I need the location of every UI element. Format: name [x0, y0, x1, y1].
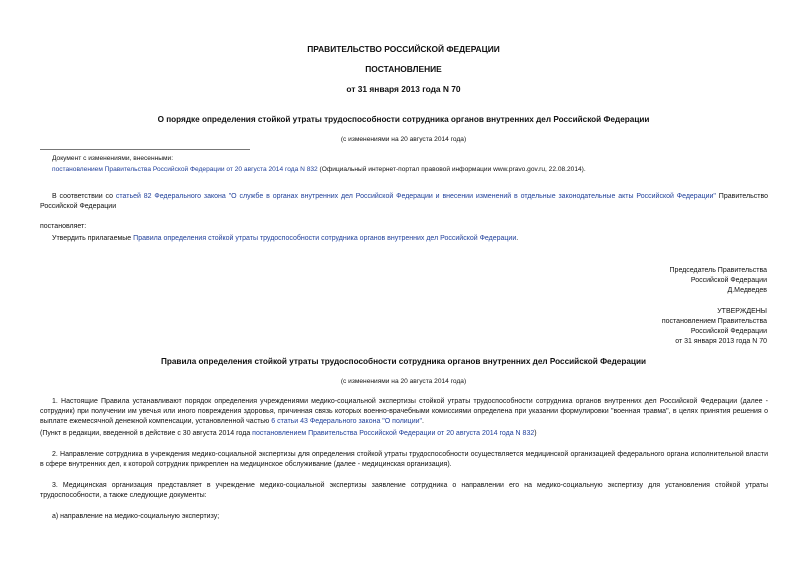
changes-source: (Официальный интернет-портал правовой информации www.pravo.gov.ru, 22.08.2014). — [317, 166, 586, 173]
approved-line-4: от 31 января 2013 года N 70 — [675, 338, 767, 345]
rules-p1-note-text: (Пункт в редакции, введенной в действие с 30 августа 2014 года — [40, 430, 253, 437]
rules-paragraph-3: 3. Медицинская организация представляет в учреждение медико-социальной экспертизы заявление сотрудника о направлении его на медико-социальную экспертизу для установления стойкой утраты трудоспособности, а также следующие документы: — [40, 482, 768, 499]
preamble-text-end: Правительство Российской Федерации — [40, 193, 769, 210]
rules-title: Правила определения стойкой утраты трудоспособности сотрудника органов внутренних дел Российской Федерации — [160, 357, 647, 366]
approved-rules-link[interactable]: Правила определения стойкой утраты трудоспособности сотрудника органов внутренних дел Российской Федерации — [133, 235, 517, 242]
rules-paragraph-1 — [40, 397, 768, 426]
document-date-number: от 31 января 2013 года N 70 — [346, 84, 461, 94]
rules-paragraph-2: 2. Направление сотрудника в учреждения медико-социальной экспертизы для определения стойкой утраты трудоспособности осуществляется медицинской организацией федерального органа исполнительной власти в сфере внутренних дел, к которой сотрудник прикреплен на медицинское обслуживание (далее - медицинская организация). — [40, 451, 768, 468]
preamble-text-start: В соответствии со — [52, 193, 116, 200]
signature-title: Председатель Правительства — [669, 267, 767, 274]
rules-amendment-note: (с изменениями на 20 августа 2014 года) — [340, 378, 467, 385]
decree-text-start: Утвердить прилагаемые — [52, 235, 134, 242]
amending-decree-link[interactable]: постановлением Правительства Российской Федерации от 20 августа 2014 года N 832 — [52, 166, 318, 173]
changes-separator — [40, 149, 250, 150]
law-article-82-link[interactable]: статьей 82 Федерального закона "О службе в органах внутренних дел Российской Федерации и внесении изменений в отдельные законодательные акты Российской Федерации" — [115, 193, 716, 200]
approved-heading: УТВЕРЖДЕНЫ — [717, 308, 767, 315]
approved-line-3: Российской Федерации — [690, 328, 767, 335]
amendment-note: (с изменениями на 20 августа 2014 года) — [340, 136, 467, 143]
police-law-link[interactable]: 6 статьи 43 Федерального закона "О полиции" — [271, 417, 422, 425]
rules-p1-note-tail: ) — [534, 430, 537, 437]
approved-line-2: постановлением Правительства — [661, 318, 767, 325]
changes-intro: Документ с изменениями, внесенными: — [52, 155, 174, 162]
signature-org: Российской Федерации — [690, 277, 767, 284]
decree-text-end: . — [516, 235, 519, 242]
amending-decree-link-2[interactable]: постановлением Правительства Российской Федерации от 20 августа 2014 года N 832 — [252, 430, 535, 437]
rules-item-3a: а) направление на медико-социальную экспертизу; — [52, 513, 220, 520]
changes-line — [52, 165, 586, 174]
document-title: О порядке определения стойкой утраты трудоспособности сотрудника органов внутренних дел Российской Федерации — [157, 115, 650, 124]
government-heading: ПРАВИТЕЛЬСТВО РОССИЙСКОЙ ФЕДЕРАЦИИ — [307, 44, 500, 54]
document-type: ПОСТАНОВЛЕНИЕ — [365, 64, 442, 74]
signature-name: Д.Медведев — [727, 287, 767, 294]
rules-paragraph-1-note — [40, 429, 537, 439]
decree-paragraph — [52, 234, 518, 244]
rules-p1-text: 1. Настоящие Правила устанавливают порядок определения учреждениями медико-социальной экспертизы стойкой утраты трудоспособности сотрудника органов внутренних дел Российской Федерации (далее - сотрудник) при получении им увечья или иного повреждения здоровья, причинная связь которых военно-врачебными комиссиями определена при указании формулировки "военная травма", в целях принятия решения о выплате ежемесячной денежной компенсации, установленной частью — [40, 398, 768, 425]
decree-word: постановляет: — [40, 223, 87, 230]
rules-p1-tail: . — [422, 417, 424, 425]
preamble-paragraph — [40, 192, 768, 212]
